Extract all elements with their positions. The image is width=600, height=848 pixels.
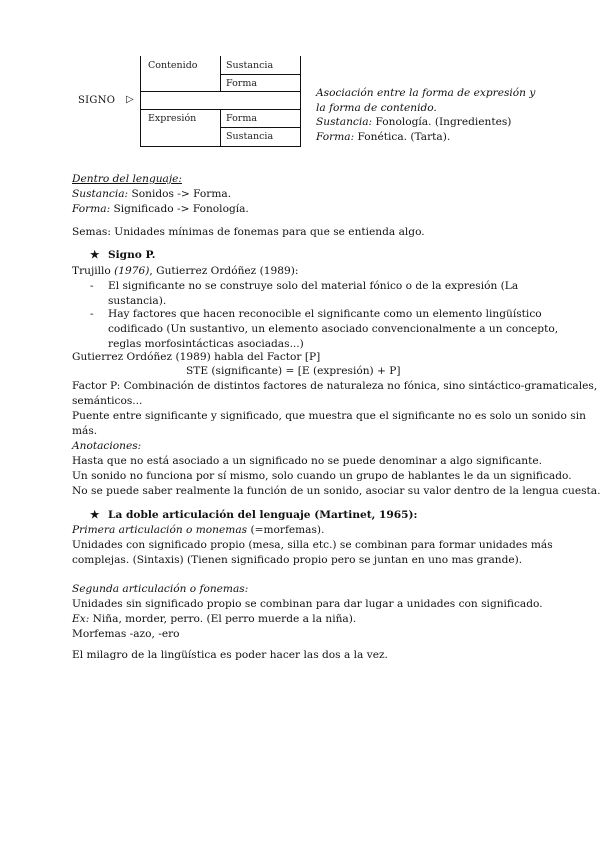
diagram-rule bbox=[140, 146, 301, 147]
text-line: Morfemas -azo, -ero bbox=[72, 628, 180, 640]
bullet-item bbox=[108, 279, 518, 309]
text: , Gutierrez Ordóñez (1989): bbox=[149, 265, 299, 277]
text-line: Hasta que no está asociado a un significado no se puede denominar a algo significante. bbox=[72, 455, 542, 467]
cell-sustancia: Sustancia bbox=[226, 131, 274, 142]
cell-contenido: Contenido bbox=[148, 60, 198, 71]
star-icon: ★ bbox=[90, 509, 100, 521]
text-line: Unidades sin significado propio se combinan para dar lugar a unidades con significado. bbox=[72, 598, 543, 610]
bullet-dash: - bbox=[90, 308, 94, 320]
diagram-rule bbox=[220, 74, 300, 75]
cell-forma: Forma bbox=[226, 113, 258, 124]
label: Sustancia: bbox=[72, 188, 129, 200]
heading-text: La doble articulación del lenguaje (Martinet, 1965): bbox=[108, 509, 418, 521]
cell-sustancia: Sustancia bbox=[226, 60, 274, 71]
label: Forma: bbox=[72, 203, 111, 215]
value: Niña, morder, perro. (El perro muerde a la niña). bbox=[89, 613, 357, 625]
aside-sustancia bbox=[316, 115, 535, 130]
bullet-line: reglas morfosintácticas asociadas...) bbox=[108, 338, 304, 350]
diagram-border-right bbox=[300, 56, 301, 146]
cell-expresion: Expresión bbox=[148, 113, 197, 124]
text-line: Factor P: Combinación de distintos factores de naturaleza no fónica, sino sintáctico-gramaticales, bbox=[72, 380, 598, 392]
signo-p-heading bbox=[90, 248, 155, 263]
cell-forma: Forma bbox=[226, 78, 258, 89]
doble-heading bbox=[90, 508, 417, 523]
semas-line: Semas: Unidades mínimas de fonemas para que se entienda algo. bbox=[72, 226, 425, 238]
segunda-articulacion bbox=[72, 582, 543, 642]
formula: STE (significante) = [E (expresión) + P] bbox=[186, 365, 401, 377]
milagro-line: El milagro de la lingüística es poder hacer las dos a la vez. bbox=[72, 649, 388, 661]
value: Sonidos -> Forma. bbox=[128, 188, 232, 200]
text-line: complejas. (Sintaxis) (Tienen significado propio pero se juntan en uno mas grande). bbox=[72, 554, 523, 566]
value: Significado -> Fonología. bbox=[110, 203, 249, 215]
authors-line bbox=[72, 264, 298, 279]
heading-text: Signo P. bbox=[108, 249, 156, 261]
diagram-rule bbox=[140, 91, 301, 92]
arrow-icon: ▷ bbox=[126, 94, 134, 105]
bullet-line: codificado (Un sustantivo, un elemento asociado convencionalmente a un concepto, bbox=[108, 323, 559, 335]
diagram-border-left bbox=[140, 56, 141, 146]
label: Forma: bbox=[316, 130, 355, 143]
diagram-rule bbox=[220, 127, 300, 128]
text-line: Un sonido no funciona por sí mismo, solo cuando un grupo de hablantes le da un significado. bbox=[72, 470, 572, 482]
star-icon: ★ bbox=[90, 249, 100, 261]
signo-label: SIGNO bbox=[78, 95, 116, 106]
text-line: más. bbox=[72, 425, 98, 437]
text-line: No se puede saber realmente la función de un sonido, asociar su valor dentro de la lengua cuesta. bbox=[72, 485, 600, 497]
label: Ex: bbox=[72, 613, 90, 625]
text: (1976) bbox=[114, 265, 150, 277]
text-line: Puente entre significante y significado, que muestra que el significante no es solo un sonido sin bbox=[72, 410, 586, 422]
diagram-rule bbox=[140, 109, 301, 110]
aside-note bbox=[316, 86, 535, 144]
value: (=morfemas). bbox=[247, 524, 325, 536]
section-heading: Dentro del lenguaje: bbox=[72, 173, 182, 185]
factor-line: Gutierrez Ordóñez (1989) habla del Factor [P] bbox=[72, 351, 321, 363]
label: Segunda articulación o fonemas: bbox=[72, 583, 249, 595]
bullet-item bbox=[108, 307, 558, 352]
bullet-line: Hay factores que hacen reconocible el significante como un elemento lingüístico bbox=[108, 308, 542, 320]
aside-line: Asociación entre la forma de expresión y bbox=[316, 87, 536, 99]
label: Sustancia: bbox=[316, 116, 373, 128]
text-line: semánticos... bbox=[72, 395, 143, 407]
value: Fonética. (Tarta). bbox=[354, 130, 451, 143]
sign-diagram bbox=[140, 56, 300, 146]
value: Fonología. (Ingredientes) bbox=[372, 116, 512, 128]
bullet-line: El significante no se construye solo del material fónico o de la expresión (La bbox=[108, 280, 519, 292]
bullet-line: sustancia). bbox=[108, 295, 167, 307]
bullet-dash: - bbox=[90, 280, 94, 292]
factor-def bbox=[72, 379, 600, 499]
dentro-section bbox=[72, 172, 249, 217]
text: Trujillo bbox=[72, 265, 115, 277]
text-line: Unidades con significado propio (mesa, silla etc.) se combinan para formar unidades más bbox=[72, 539, 553, 551]
aside-forma bbox=[316, 130, 535, 145]
aside-line: la forma de contenido. bbox=[316, 101, 437, 114]
label: Primera articulación o monemas bbox=[72, 524, 248, 536]
anotaciones-heading: Anotaciones: bbox=[72, 440, 142, 452]
primera-articulacion bbox=[72, 523, 553, 568]
